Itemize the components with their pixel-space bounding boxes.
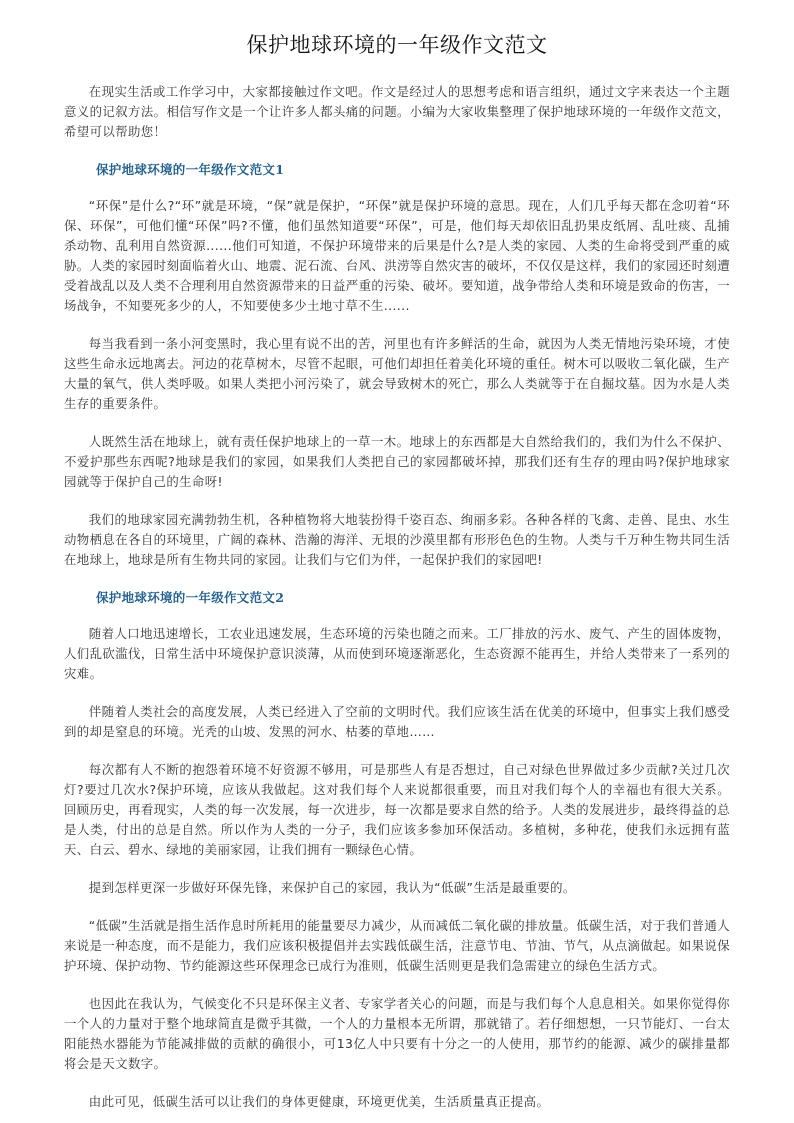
section-2 [64,588,730,1112]
page-title: 保护地球环境的一年级作文范文 [246,33,548,57]
body-paragraph: 每当我看到一条小河变黑时，我心里有说不出的苦，河里也有许多鲜活的生命，就因为人类无情地污染环境，才使这些生命永远地离去。河边的花草树木，尽管不起眼，可他们却担任着美化环境的重任。树木可以吸收二氧化碳，生产大量的氧气，供人类呼吸。如果人类把小河污染了，就会导致树木的死亡，那么人类就等于在自掘坟墓。因为水是人类生存的重要条件。 [64,336,730,411]
body-paragraph: 也因此在我认为，气候变化不只是环保主义者、专家学者关心的问题，而是与我们每个人息息相关。如果你觉得你一个人的力量对于整个地球简直是微乎其微，一个人的力量根本无所谓，那就错了。若仔细想想，一只节能灯、一台太阳能热水器能为节能减排做的贡献的确很小，可13亿人中只要有十分之一的人使用，那节约的能源、减少的碳排量都将会是天文数字。 [64,996,730,1071]
section-1 [64,160,730,570]
body-paragraph: 伴随着人类社会的高度发展，人类已经进入了空前的文明时代。我们应该生活在优美的环境中，但事实上我们感受到的却是窒息的环境。光秃的山坡、发黑的河水、枯萎的草地…… [64,704,730,739]
body-paragraph: 我们的地球家园充满勃勃生机，各种植物将大地装扮得千姿百态、绚丽多彩。各种各样的飞禽、走兽、昆虫、水生动物栖息在各自的环境里，广阔的森林、浩瀚的海洋、无垠的沙漠里都有形形色色的生物。人类与千万种生物共同生活在地球上，地球是所有生物共同的家园。让我们与它们为伴，一起保护我们的家园吧! [64,512,730,567]
body-paragraph: 人既然生活在地球上，就有责任保护地球上的一草一木。地球上的东西都是大自然给我们的，我们为什么不保护、不爱护那些东西呢?地球是我们的家园，如果我们人类把自己的家园都破坏掉，那我们还有生存的理由吗?保护地球家园就等于保护自己的生命呀! [64,434,730,489]
intro-paragraph: 在现实生活或工作学习中，大家都接触过作文吧。作文是经过人的思想考虑和语言组织，通过文字来表达一个主题意义的记叙方法。相信写作文是一个让许多人都头痛的问题。小编为大家收集整理了保护地球环境的一年级作文范文，希望可以帮助您！ [64,84,730,139]
body-paragraph: 随着人口地迅速增长，工农业迅速发展，生态环境的污染也随之而来。工厂排放的污水、废气、产生的固体废物，人们乱砍滥伐，日常生活中环境保护意识淡薄，从而使到环境逐渐恶化，生态资源不能再生，并给人类带来了一系列的灾难。 [64,626,730,681]
body-paragraph: “环保”是什么?“环”就是环境，“保”就是保护，“环保”就是保护环境的意思。现在，人们几乎每天都在念叨着“环保、环保”，可他们懂“环保”吗?不懂，他们虽然知道要“环保”，可是，他们每天却依旧乱扔果皮纸屑、乱吐痰、乱捕杀动物、乱利用自然资源......他们可知道，不保护环境带来的后果是什么?是人类的家园、人类的生命将受到严重的威胁。人类的家园时刻面临着火山、地震、泥石流、台风、洪涝等自然灾害的破坏，不仅仅是这样，我们的家园还时刻遭受着战乱以及人类不合理利用自然资源带来的日益严重的污染、破坏。要知道，战争带给人类和环境是致命的伤害，一场战争，不知要死多少的人，不知要使多少土地寸草不生...... [64,198,730,313]
body-paragraph: “低碳”生活就是指生活作息时所耗用的能量要尽力减少，从而减低二氧化碳的排放量。低碳生活，对于我们普通人来说是一种态度，而不是能力，我们应该积极提倡并去实践低碳生活，注意节电、节油、节气，从点滴做起。如果说保护环境、保护动物、节约能源这些环保理念已成行为准则，低碳生活则更是我们急需建立的绿色生活方式。 [64,918,730,973]
body-paragraph: 每次都有人不断的抱怨着环境不好资源不够用，可是那些人有是否想过，自己对绿色世界做过多少贡献?关过几次灯?要过几次水?保护环境，应该从我做起。这对我们每个人来说都很重要，而且对我们每个人的幸福也有很大关系。回顾历史，再看现实，人类的每一次发展，每一次进步，每一次都是要求自然的给予。人类的发展进步，最终得益的总是人类，付出的总是自然。所以作为人类的一分子，我们应该多参加环保活动。多植树，多种花，使我们永远拥有蓝天、白云、碧水、绿地的美丽家园，让我们拥有一颗绿色心情。 [64,762,730,857]
section-heading: 保护地球环境的一年级作文范文2 [96,590,285,605]
body-paragraph: 由此可见，低碳生活可以让我们的身体更健康，环境更优美，生活质量真正提高。 [88,1094,550,1109]
body-paragraph: 提到怎样更深一步做好环保先锋，来保护自己的家园，我认为“低碳”生活是最重要的。 [88,880,576,895]
section-heading: 保护地球环境的一年级作文范文1 [96,162,285,177]
